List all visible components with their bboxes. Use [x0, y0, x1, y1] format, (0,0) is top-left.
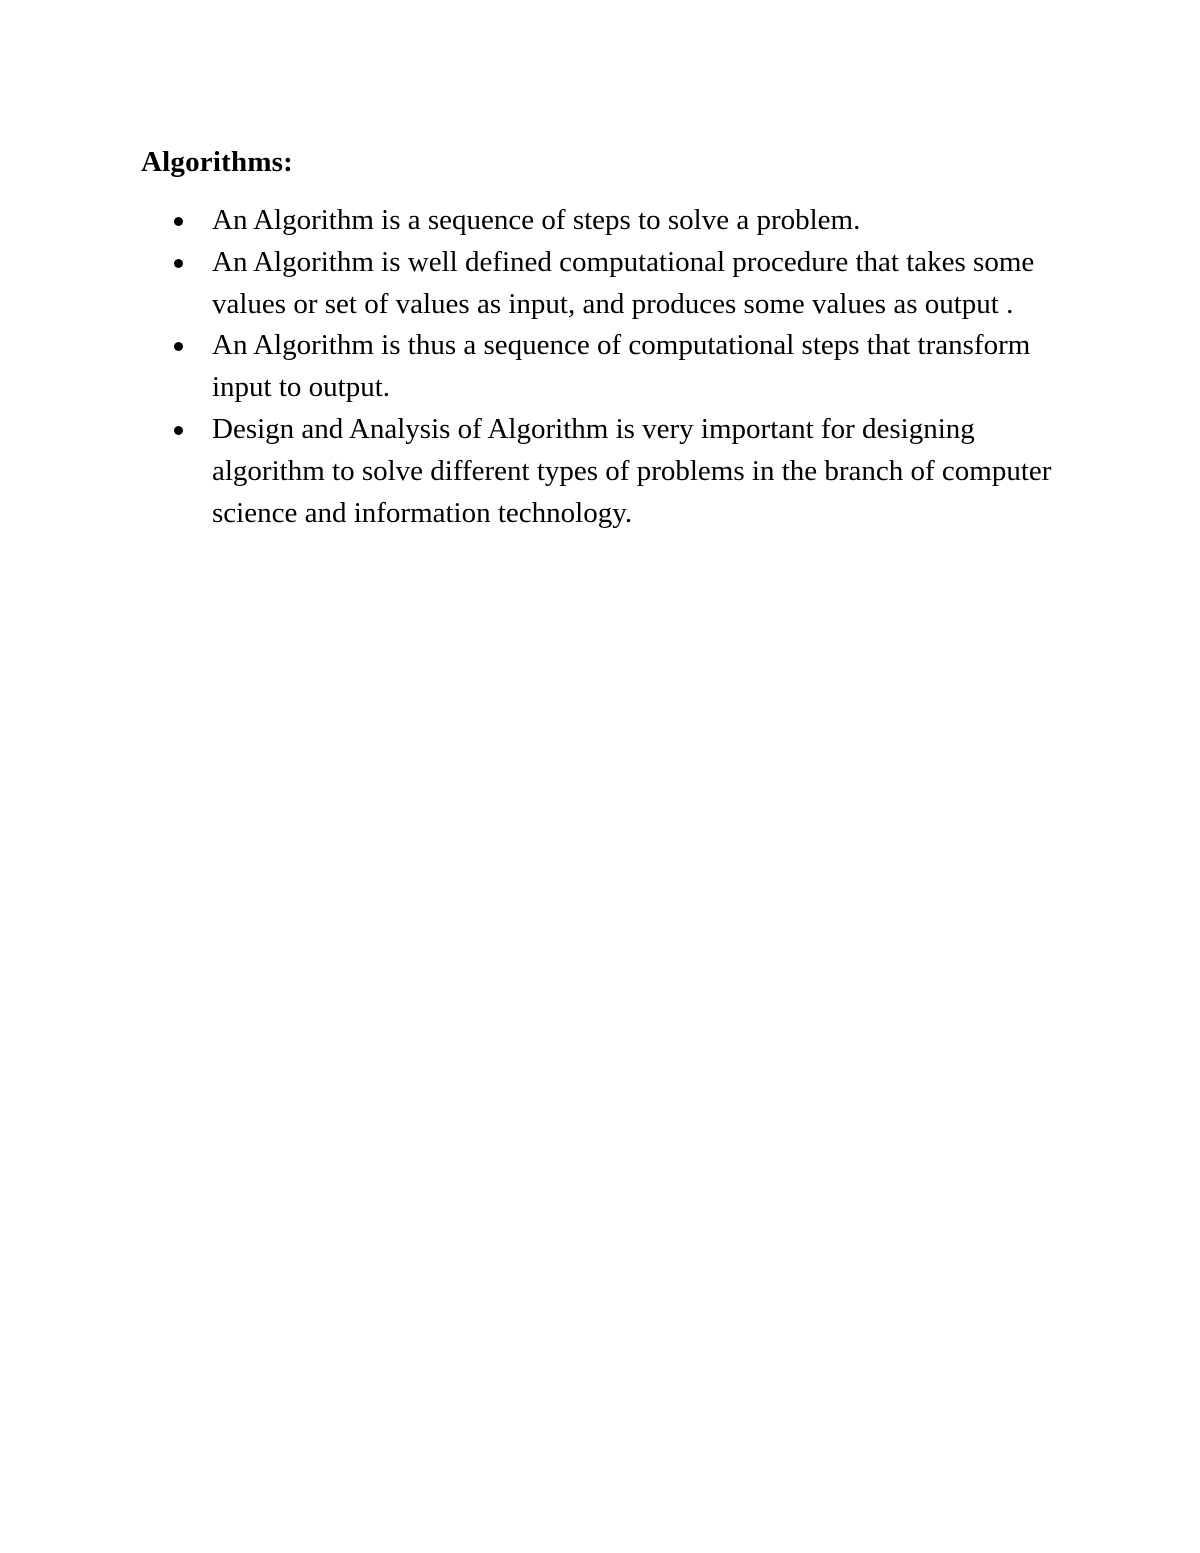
bullet-icon: [174, 217, 183, 226]
list-item: [174, 409, 1074, 534]
list-item-text: Design and Analysis of Algorithm is very important for designing algorithm to solve different types of problems in the branch of computer science and information technology.: [212, 412, 1052, 529]
bullet-icon: [174, 342, 183, 351]
list-item: [174, 200, 1074, 242]
bullet-icon: [174, 259, 183, 268]
bullet-list: [174, 200, 1074, 534]
list-item: [174, 242, 1074, 326]
list-item-text: An Algorithm is thus a sequence of computational steps that transform input to output.: [212, 329, 1031, 404]
list-item-text: An Algorithm is well defined computational procedure that takes some values or set of values as input, and produces some values as output .: [212, 245, 1035, 320]
list-item: [174, 325, 1074, 409]
list-item-text: An Algorithm is a sequence of steps to solve a problem.: [212, 204, 861, 236]
bullet-icon: [174, 426, 183, 435]
page-title: Algorithms:: [141, 146, 294, 178]
